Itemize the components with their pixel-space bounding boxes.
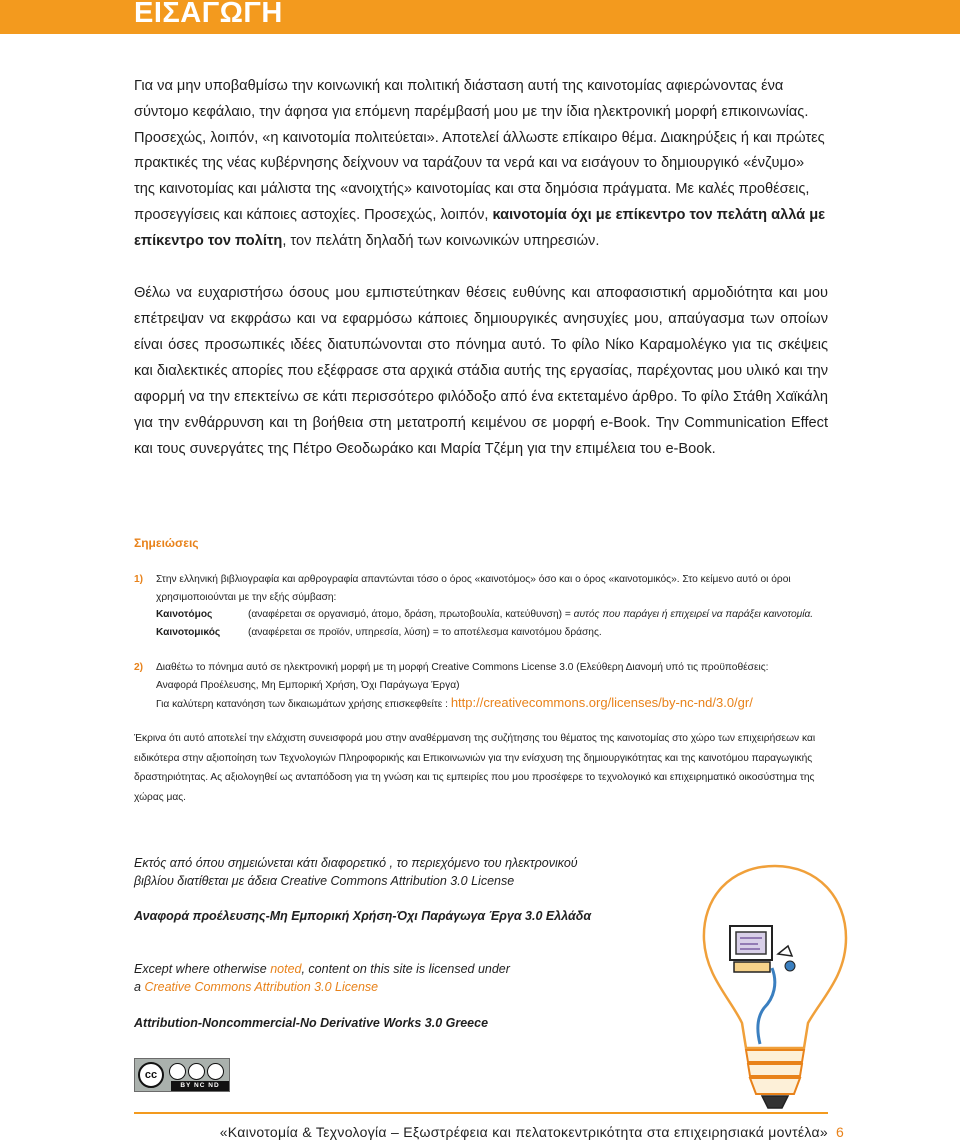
note-2-body [156, 659, 828, 714]
contribution-paragraph: Έκρινα ότι αυτό αποτελεί την ελάχιστη συνεισφορά μου στην αναθέρμανση της συζήτησης του θέματος της καινοτομίας στο χώρο των επιχειρήσεων και ειδικότερα στην αξιοποίηση των Τεχνολογιών Πληροφορικής και Επικοινωνιών για την ενίσχυση της δημιουργικότητας και της καινοτόμου παραγωγικής δραστηριότητας. Ας αξιολογηθεί ως ανταπόδοση για τη γνώση και τις εμπειρίες που μου προσέφερε το τεχνολογικό και επιχειρηματικό οικοσύστημα της χώρας μας. [134, 733, 816, 803]
note-2-line-3 [156, 694, 828, 714]
license-greek-line-2: βιβλίου διατίθεται με άδεια Creative Commons Attribution 3.0 License [134, 874, 515, 888]
license-english-text [134, 960, 510, 996]
page-number: 6 [836, 1124, 844, 1140]
license-greek-text [134, 854, 578, 890]
footer-title: «Καινοτομία & Τεχνολογία – Εξωστρέφεια και πελατοκεντρικότητα στα επιχειρησιακά μοντέλα» [219, 1124, 828, 1140]
note-2-number: 2) [134, 662, 144, 673]
chapter-title: ΕΙΣΑΓΩΓΗ [134, 0, 283, 29]
cc-condition-icons [169, 1063, 227, 1079]
note-2-line-2: Αναφορά Προέλευσης, Μη Εμπορική Χρήση, Όχι Παράγωγα Έργα) [156, 679, 460, 691]
note-2-line-1: Διαθέτω το πόνημα αυτό σε ηλεκτρονική μορφή με τη μορφή Creative Commons License 3.0 (Ελεύθερη Διανομή υπό τις προϋποθέσεις: [156, 662, 769, 673]
license-greek-title: Αναφορά προέλευσης-Μη Εμπορική Χρήση-Όχι Παράγωγα Έργα 3.0 Ελλάδα [134, 909, 592, 923]
attribution-icon [169, 1063, 186, 1080]
noncommercial-icon [188, 1063, 205, 1080]
notes-title: Σημειώσεις [134, 536, 199, 550]
cc-license-link[interactable]: Creative Commons Attribution 3.0 License [144, 980, 379, 994]
license-english-title: Attribution-Noncommercial-No Derivative Works 3.0 Greece [134, 1016, 489, 1030]
license-url-link[interactable]: http://creativecommons.org/licenses/by-nc-nd/3.0/gr/ [450, 695, 753, 710]
intro-paragraph [134, 74, 828, 255]
license-en-line-2a: a [134, 980, 145, 994]
intro-bold-text: καινοτομία όχι με επίκεντρο τον πελάτη αλλά με επίκεντρο τον πολίτη [134, 206, 826, 249]
definition-kainotomos-italic: αυτός που παράγει ή επιχειρεί να παράξει καινοτομία. [573, 609, 814, 620]
term-kainotomos: Καινοτόμος [156, 609, 213, 620]
note-1-body [156, 571, 828, 641]
definition-row [156, 606, 828, 624]
intro-text-1: Για να μην υποβαθμίσω την κοινωνική και πολιτική διάσταση αυτή της καινοτομίας αφιερώνοντας ένα σύντομο κεφάλαιο, την άφησα για επόμενη παρέμβασή μου με την ίδια ηλεκτρονική μορφή επικοινωνίας. Προσεχώς, λοιπόν, «η καινοτομία πολιτεύεται». Αποτελεί άλλωστε επίκαιρο θέμα. Διακηρύξεις ή και πρώτες πρακτικές της νέας κυβέρνησης δείχνουν να ταράζουν τα νερά και να εισάγουν το δημιουργικό «ένζυμο» της καινοτομίας και μάλιστα της «ανοιχτής» καινοτομίας και στα δημόσια πράγματα. Με καλές προθέσεις, προσεγγίσεις και κάποιες αστοχίες. Προσεχώς, λοιπόν, [134, 78, 825, 223]
thanks-paragraph: Θέλω να ευχαριστήσω όσους μου εμπιστεύτηκαν θέσεις ευθύνης και αποφασιστική αρμοδιότητα και μου επέτρεψαν να εκφράσω και να εφαρμόσω κάποιες δημιουργικές ανησυχίες μου, απαύγασμα των οποίων είναι όσες προσωπικές ιδέες διατυπώνονται στο πόνημα αυτό. Το φίλο Νίκο Καραμολέγκο για τις σκέψεις και διαλεκτικές απορίες που εξέφρασε στα αρχικά στάδια αυτής της εργασίας, παρέχοντας μου υλικό και την αφορμή να την επεκτείνω σε κάτι περισσότερο φιλόδοξο από ένα εκτεταμένο άρθρο. Το φίλο Στάθη Χαϊκάλη για την ενθάρρυνση και τη βοήθεια στη μετατροπή κειμένου σε μορφή e-Book. Την Communication Effect και τους συνεργάτες της Πέτρο Θεοδωράκο και Μαρία Τζέμη για την επιμέλεια του e-Book. [134, 285, 828, 457]
lightbulb-illustration-icon [690, 858, 860, 1118]
noted-link[interactable]: noted [270, 962, 302, 976]
footer-divider [134, 1112, 828, 1114]
definition-kainotomos-text: (αναφέρεται σε οργανισμό, άτομο, δράση, πρωτοβουλία, κατεύθυνση) = [248, 609, 574, 620]
cc-terms-strip: BY NC ND [171, 1081, 229, 1091]
license-en-line-1b: , content on this site is licensed under [301, 962, 510, 976]
cc-license-badge[interactable] [134, 1058, 230, 1092]
license-en-line-1a: Except where otherwise [134, 962, 271, 976]
noderivs-icon [207, 1063, 224, 1080]
note-1-text: Στην ελληνική βιβλιογραφία και αρθρογραφία απαντώνται τόσο ο όρος «καινοτόμος» όσο και ο όρος «καινοτομικός». Στο κείμενο αυτό οι όροι χρησιμοποιούνται με την εξής σύμβαση: [156, 574, 791, 603]
intro-text-2: , τον πελάτη δηλαδή των κοινωνικών υπηρεσιών. [282, 232, 600, 249]
definition-row [156, 624, 828, 642]
term-kainotomikos: Καινοτομικός [156, 626, 221, 638]
term-definitions [156, 606, 828, 641]
note-1-number: 1) [134, 574, 144, 585]
definition-kainotomos [248, 606, 828, 624]
cc-logo-icon: cc [138, 1062, 164, 1088]
chapter-header-bar [0, 0, 960, 34]
note-2-line-3-text: Για καλύτερη κατανόηση των δικαιωμάτων χρήσης επισκεφθείτε : [156, 699, 451, 710]
definition-kainotomikos: (αναφέρεται σε προϊόν, υπηρεσία, λύση) = το αποτέλεσμα καινοτόμου δράσης. [248, 626, 602, 638]
license-greek-line-1: Εκτός από όπου σημειώνεται κάτι διαφορετικό , το περιεχόμενο του ηλεκτρονικού [134, 856, 578, 870]
